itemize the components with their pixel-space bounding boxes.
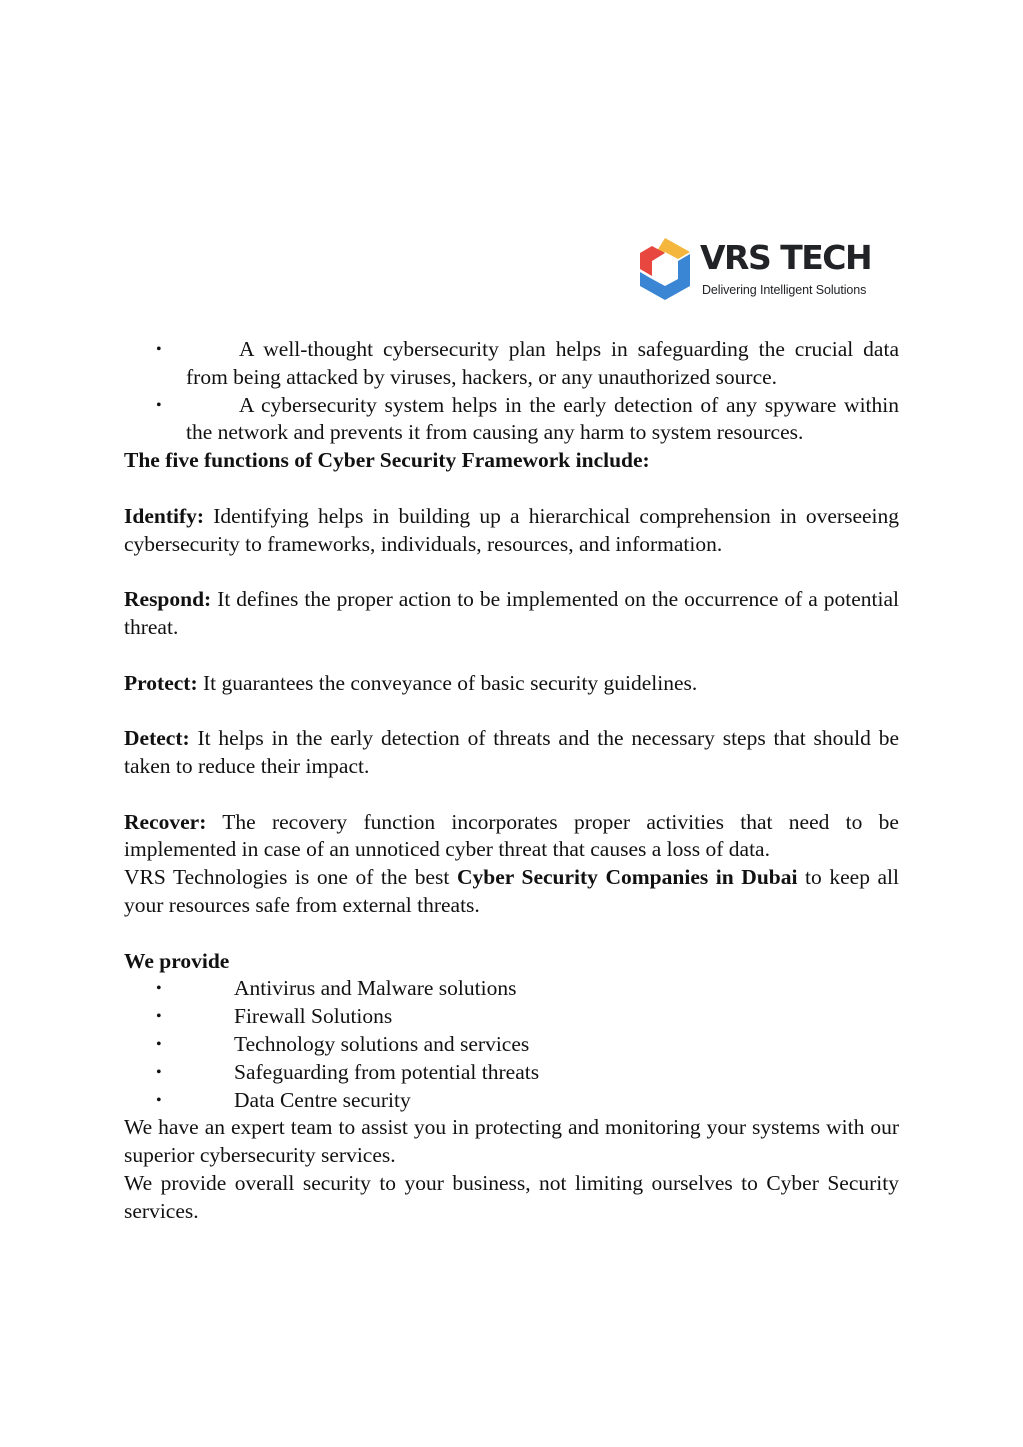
function-respond xyxy=(124,586,899,642)
function-protect xyxy=(124,670,899,698)
function-term: Identify: xyxy=(124,503,205,528)
function-term: Recover: xyxy=(124,809,207,834)
list-item: • Firewall Solutions xyxy=(124,1003,899,1031)
list-item xyxy=(124,392,899,448)
bullet-icon: • xyxy=(156,396,162,414)
function-text: The recovery function incorporates proper activities that need to be implemented in case of an unnoticed cyber threat that causes a loss of data. xyxy=(124,809,899,862)
intro-bullet-text: A well-thought cybersecurity plan helps in safeguarding the crucial data from being attacked by viruses, hackers, or any unauthorized source. xyxy=(186,337,899,389)
bullet-icon: • xyxy=(156,1091,162,1109)
list-item: • Technology solutions and services xyxy=(124,1031,899,1059)
function-recover xyxy=(124,809,899,865)
function-detect xyxy=(124,725,899,781)
closing-paragraph: We provide overall security to your business, not limiting ourselves to Cyber Security services. xyxy=(124,1170,899,1223)
logo-name: VRS TECH xyxy=(700,238,872,277)
list-item: • Antivirus and Malware solutions xyxy=(124,975,899,1003)
function-term: Respond: xyxy=(124,587,212,612)
function-text: It guarantees the conveyance of basic security guidelines. xyxy=(202,670,698,695)
provide-list xyxy=(124,975,899,1114)
company-highlight: Cyber Security Companies in Dubai xyxy=(456,865,798,890)
function-text: It defines the proper action to be implemented on the occurrence of a potential threat. xyxy=(124,587,900,639)
bullet-icon: • xyxy=(156,1063,162,1081)
logo-mark-icon xyxy=(636,236,694,302)
bullet-icon: • xyxy=(156,980,162,998)
logo-tagline: Delivering Intelligent Solutions xyxy=(702,283,867,297)
function-text: Identifying helps in building up a hierarchical comprehension in overseeing cybersecurity to frameworks, individuals, resources, and information. xyxy=(124,503,899,556)
intro-bullet-text: A cybersecurity system helps in the early detection of any spyware within the network and prevents it from causing any harm to system resources. xyxy=(186,392,899,445)
function-term: Detect: xyxy=(124,726,190,751)
document-body xyxy=(124,336,899,1226)
bullet-icon: • xyxy=(156,341,162,358)
bullet-icon: • xyxy=(156,1008,162,1026)
intro-bullet-list xyxy=(124,336,899,447)
closing-paragraph: We have an expert team to assist you in protecting and monitoring your systems with our superior cybersecurity services. xyxy=(124,1115,899,1168)
company-statement: VRS Technologies is one of the best Cyber Security Companies in Dubai to keep all your resources safe from external threats. xyxy=(124,865,900,917)
list-item: • Safeguarding from potential threats xyxy=(124,1059,899,1087)
list-item: • Data Centre security xyxy=(124,1087,899,1115)
bullet-icon: • xyxy=(156,1035,162,1053)
list-item xyxy=(124,336,899,392)
function-text: It helps in the early detection of threats and the necessary steps that should be taken to reduce their impact. xyxy=(124,726,899,778)
provide-heading: We provide xyxy=(124,948,230,973)
vrs-tech-logo xyxy=(636,236,896,306)
framework-heading: The five functions of Cyber Security Framework include: xyxy=(124,448,650,473)
function-identify xyxy=(124,503,899,559)
function-term: Protect: xyxy=(124,670,198,695)
